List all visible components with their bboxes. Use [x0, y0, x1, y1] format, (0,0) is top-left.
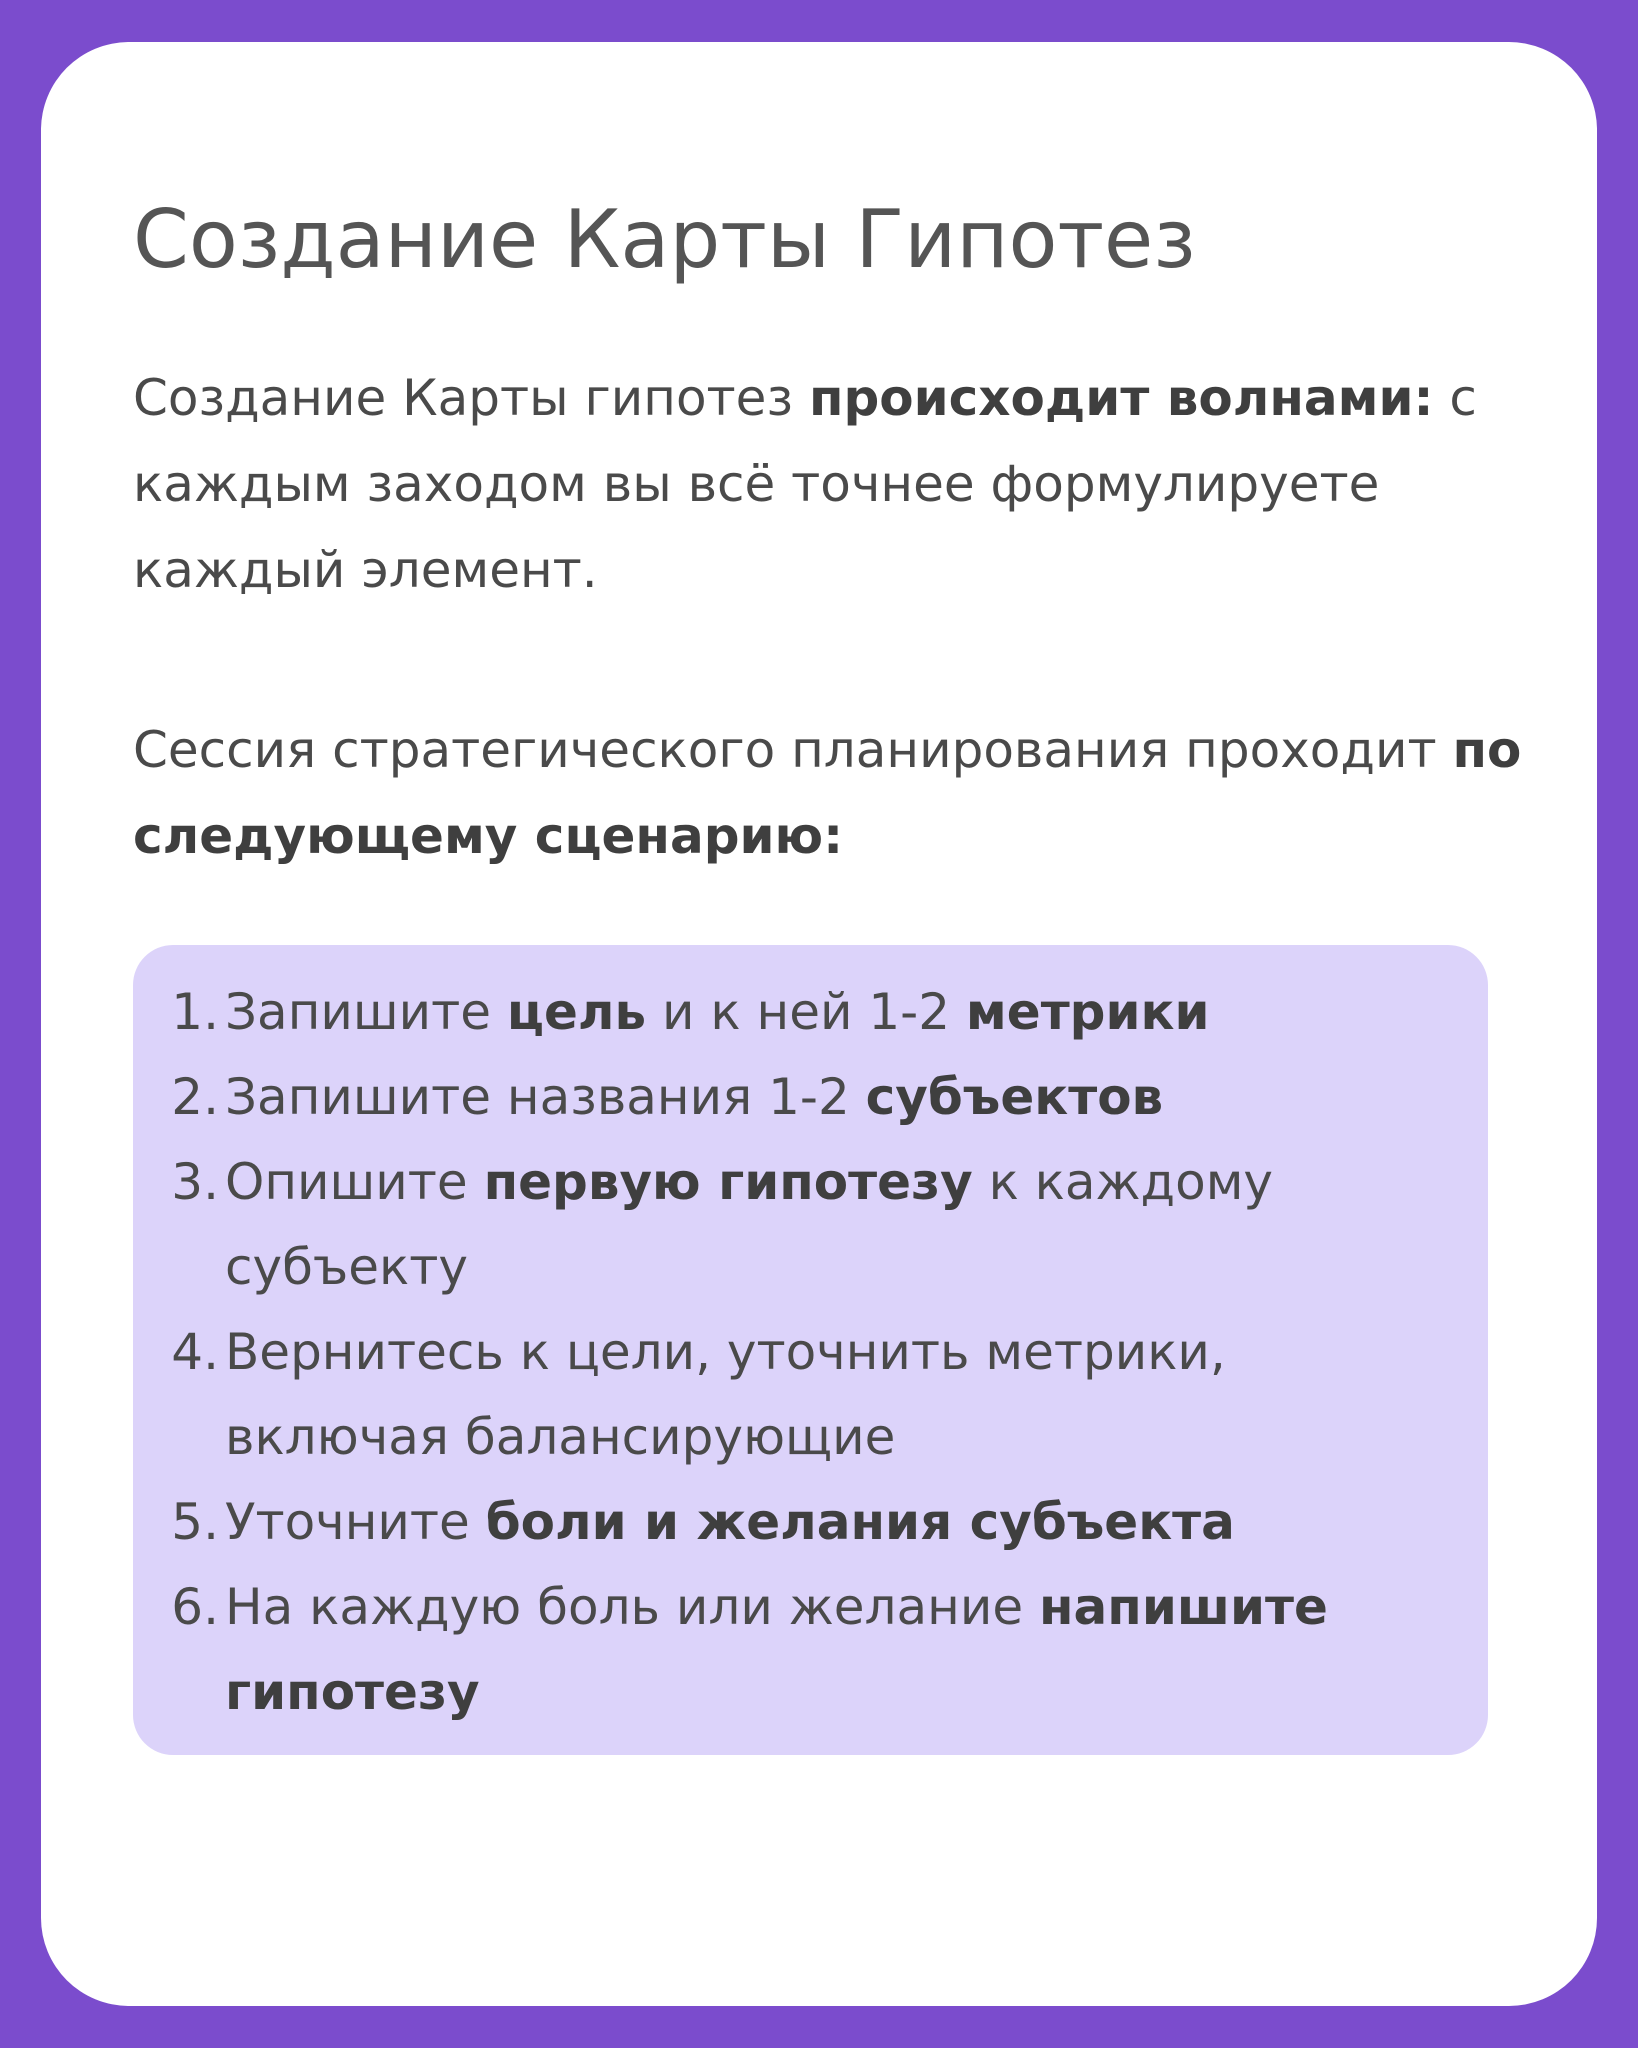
step-part: к каждому субъекту	[225, 1153, 1274, 1296]
step-part: Запишите	[225, 983, 507, 1041]
step-item	[133, 1055, 1488, 1140]
step-part-bold: метрики	[965, 983, 1210, 1041]
step-part: Запишите названия 1-2	[225, 1068, 866, 1126]
step-text	[225, 1055, 1465, 1140]
step-part-bold: напишите гипотезу	[225, 1578, 1328, 1721]
step-text	[225, 1480, 1465, 1565]
step-item	[133, 970, 1488, 1055]
step-part: Уточните	[225, 1493, 486, 1551]
intro-bold-1: происходит волнами:	[808, 369, 1434, 427]
step-text	[225, 1310, 1465, 1480]
step-item	[133, 1310, 1488, 1480]
step-text	[225, 1565, 1465, 1735]
step-part: и к ней 1-2	[646, 983, 966, 1041]
session-bold-1: по следующему сценарию:	[133, 721, 1522, 865]
step-part-bold: боли и желания субъекта	[485, 1493, 1235, 1551]
step-part: На каждую боль или желание	[225, 1578, 1039, 1636]
step-part: Вернитесь к цели, уточнить метрики, включая балансирующие	[225, 1323, 1226, 1466]
step-item	[133, 1565, 1488, 1735]
step-part-bold: первую гипотезу	[483, 1153, 973, 1211]
step-number: 4.	[171, 1323, 219, 1381]
session-paragraph	[133, 707, 1563, 879]
step-number: 1.	[171, 983, 219, 1041]
step-number: 3.	[171, 1153, 219, 1211]
step-text	[225, 970, 1465, 1055]
intro-text-1: Создание Карты гипотез	[133, 369, 809, 427]
steps-box	[133, 945, 1488, 1755]
step-item	[133, 1480, 1488, 1565]
step-part-bold: субъектов	[865, 1068, 1164, 1126]
step-number: 6.	[171, 1578, 219, 1636]
steps-list	[133, 970, 1488, 1735]
step-item	[133, 1140, 1488, 1310]
session-text-1: Сессия стратегического планирования проходит	[133, 721, 1453, 779]
step-number: 2.	[171, 1068, 219, 1126]
step-part: Опишите	[225, 1153, 484, 1211]
intro-paragraph	[133, 355, 1563, 613]
step-text	[225, 1140, 1465, 1310]
page-title: Создание Карты Гипотез	[133, 193, 1196, 286]
step-number: 5.	[171, 1493, 219, 1551]
intro-text-2: с каждым заходом вы всё точнее формулируете каждый элемент.	[133, 369, 1477, 599]
step-part-bold: цель	[506, 983, 647, 1041]
